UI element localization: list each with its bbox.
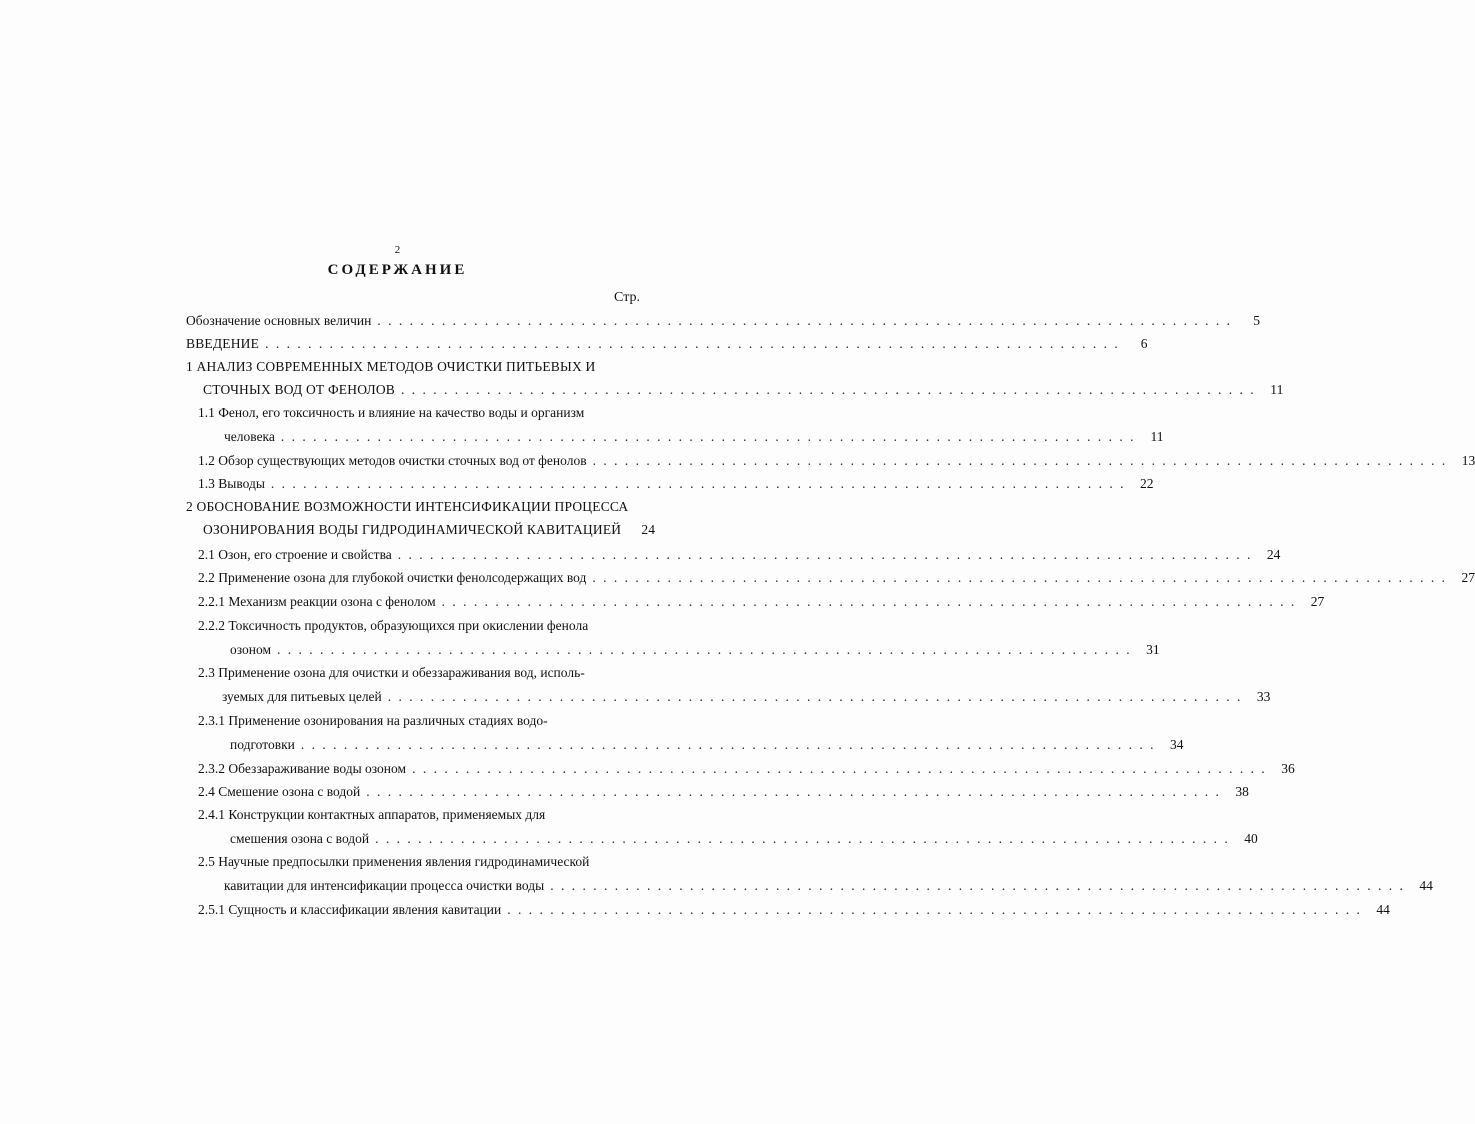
- dot-leader: . . . . . . . . . . . . . . . . . . . . . . . . . . . . . . . . . . . . . . . . . . . . . . . . . . . . . . . . . . . . . . . . . . . . . . . . . . . . . . . .: [401, 382, 1256, 397]
- toc-entry-text-line1: 2.2.2 Токсичность продуктов, образующихся при окислении фенола: [198, 618, 589, 633]
- dot-leader: . . . . . . . . . . . . . . . . . . . . . . . . . . . . . . . . . . . . . . . . . . . . . . . . . . . . . . . . . . . . . . . . . . . . . . . . . . . . . . . .: [397, 547, 1253, 562]
- toc-entry[interactable]: [198, 546, 1281, 564]
- toc-entry-text-line1: 2.3 Применение озона для очистки и обеззараживания вод, исполь-: [198, 665, 585, 680]
- toc-entry-page: 6: [1140, 336, 1148, 351]
- toc-entry-text-line1: 2.3.1 Применение озонирования на различных стадиях водо-: [198, 713, 548, 728]
- toc-entry-page: 11: [1270, 382, 1284, 397]
- dot-leader: . . . . . . . . . . . . . . . . . . . . . . . . . . . . . . . . . . . . . . . . . . . . . . . . . . . . . . . . . . . . . . . . . . . . . . . . . . . . . . . .: [550, 878, 1405, 893]
- toc-entry[interactable]: [186, 312, 1260, 330]
- toc-entry-page: 40: [1244, 831, 1258, 846]
- toc-entry[interactable]: [198, 783, 1249, 801]
- dot-leader: . . . . . . . . . . . . . . . . . . . . . . . . . . . . . . . . . . . . . . . . . . . . . . . . . . . . . . . . . . . . . . . . . . . . . . . . . . . . . . . .: [366, 784, 1221, 799]
- toc-entry[interactable]: [186, 335, 1148, 353]
- toc-entry-page: 24: [641, 522, 656, 537]
- toc-entry[interactable]: [203, 521, 656, 539]
- toc-entry[interactable]: [198, 760, 1295, 778]
- toc-entry-page: 36: [1281, 761, 1295, 776]
- toc-entry-text: 2.4 Смешение озона с водой: [198, 784, 361, 799]
- toc-entry[interactable]: [198, 452, 1475, 470]
- toc-entry-page: 11: [1150, 429, 1164, 444]
- toc-entry-text: 2.3.2 Обеззараживание воды озоном: [198, 761, 407, 776]
- toc-entry-page: 24: [1266, 547, 1281, 562]
- toc-entry[interactable]: [230, 736, 1184, 754]
- toc-entry[interactable]: [222, 688, 1271, 706]
- toc-entry-text-line1: 1 АНАЛИЗ СОВРЕМЕННЫХ МЕТОДОВ ОЧИСТКИ ПИТЬЕВЫХ И: [186, 359, 596, 374]
- toc-entry-text-line1: 2.5 Научные предпосылки применения явления гидродинамической: [198, 854, 590, 869]
- dot-leader: . . . . . . . . . . . . . . . . . . . . . . . . . . . . . . . . . . . . . . . . . . . . . . . . . . . . . . . . . . . . . . . . . . . . . . . . . . . . . . . .: [412, 761, 1267, 776]
- toc-entry-text-line1: 1.1 Фенол, его токсичность и влияние на качество воды и организм: [198, 405, 585, 420]
- toc-entry-page: 13: [1461, 453, 1475, 468]
- dot-leader: . . . . . . . . . . . . . . . . . . . . . . . . . . . . . . . . . . . . . . . . . . . . . . . . . . . . . . . . . . . . . . . . . . . . . . . . . . . . . . . .: [441, 594, 1297, 609]
- page-number: 2: [394, 244, 401, 256]
- toc-entry-page: 44: [1419, 878, 1433, 893]
- dot-leader: . . . . . . . . . . . . . . . . . . . . . . . . . . . . . . . . . . . . . . . . . . . . . . . . . . . . . . . . . . . . . . . . . . . . . . . . . . . . . . . .: [387, 689, 1243, 704]
- dot-leader: . . . . . . . . . . . . . . . . . . . . . . . . . . . . . . . . . . . . . . . . . . . . . . . . . . . . . . . . . . . . . . . . . . . . . . . . . . . . . . . .: [592, 570, 1447, 585]
- dot-leader: . . . . . . . . . . . . . . . . . . . . . . . . . . . . . . . . . . . . . . . . . . . . . . . . . . . . . . . . . . . . . . . . . . . . . . . . . . . . . . . .: [265, 336, 1120, 351]
- dot-leader: . . . . . . . . . . . . . . . . . . . . . . . . . . . . . . . . . . . . . . . . . . . . . . . . . . . . . . . . . . . . . . . . . . . . . . . . . . . . . . . .: [377, 313, 1232, 328]
- toc-entry-page: 27: [1310, 594, 1325, 609]
- toc-entry[interactable]: [198, 593, 1325, 611]
- toc-entry-text: 1.2 Обзор существующих методов очистки сточных вод от фенолов: [198, 453, 587, 468]
- toc-entry-text: человека: [224, 429, 275, 444]
- toc-entry[interactable]: [224, 877, 1433, 895]
- toc-entry-page: 44: [1376, 902, 1390, 917]
- dot-leader: . . . . . . . . . . . . . . . . . . . . . . . . . . . . . . . . . . . . . . . . . . . . . . . . . . . . . . . . . . . . . . . . . . . . . . . . . . . . . . . .: [300, 737, 1156, 752]
- toc-entry-text: ОЗОНИРОВАНИЯ ВОДЫ ГИДРОДИНАМИЧЕСКОЙ КАВИТАЦИЕЙ: [203, 522, 622, 537]
- toc-entry-text: СТОЧНЫХ ВОД ОТ ФЕНОЛОВ: [203, 382, 395, 397]
- toc-entry[interactable]: [198, 901, 1390, 919]
- dot-leader: . . . . . . . . . . . . . . . . . . . . . . . . . . . . . . . . . . . . . . . . . . . . . . . . . . . . . . . . . . . . . . . . . . . . . . . . . . . . . . . .: [270, 476, 1126, 491]
- toc-entry-text: 2.2.1 Механизм реакции озона с фенолом: [198, 594, 436, 609]
- toc-entry-text-line1: 2.4.1 Конструкции контактных аппаратов, применяемых для: [198, 807, 546, 822]
- toc-entry-text: зуемых для питьевых целей: [222, 689, 382, 704]
- toc-entry[interactable]: [230, 830, 1258, 848]
- dot-leader: . . . . . . . . . . . . . . . . . . . . . . . . . . . . . . . . . . . . . . . . . . . . . . . . . . . . . . . . . . . . . . . . . . . . . . . . . . . . . . . .: [507, 902, 1362, 917]
- toc-entry-text-line1: 2 ОБОСНОВАНИЕ ВОЗМОЖНОСТИ ИНТЕНСИФИКАЦИИ ПРОЦЕССА: [186, 499, 629, 514]
- toc-entry[interactable]: [203, 381, 1284, 399]
- dot-leader: . . . . . . . . . . . . . . . . . . . . . . . . . . . . . . . . . . . . . . . . . . . . . . . . . . . . . . . . . . . . . . . . . . . . . . . . . . . . . . . .: [280, 429, 1136, 444]
- toc-entry-text: 2.5.1 Сущность и классификации явления кавитации: [198, 902, 502, 917]
- toc-entry-text: 2.1 Озон, его строение и свойства: [198, 547, 392, 562]
- dot-leader: . . . . . . . . . . . . . . . . . . . . . . . . . . . . . . . . . . . . . . . . . . . . . . . . . . . . . . . . . . . . . . . . . . . . . . . . . . . . . . . .: [277, 642, 1132, 657]
- toc-entry-text: 1.3 Выводы: [198, 476, 265, 491]
- toc-entry-text: ВВЕДЕНИЕ: [186, 336, 260, 351]
- page-column-label: Стр.: [614, 290, 640, 305]
- dot-leader: . . . . . . . . . . . . . . . . . . . . . . . . . . . . . . . . . . . . . . . . . . . . . . . . . . . . . . . . . . . . . . . . . . . . . . . . . . . . . . . .: [375, 831, 1230, 846]
- toc-entry-page: 34: [1169, 737, 1184, 752]
- toc-entry[interactable]: [198, 569, 1475, 587]
- toc-entry-page: 33: [1256, 689, 1271, 704]
- toc-entry-text: кавитации для интенсификации процесса очистки воды: [224, 878, 545, 893]
- toc-entry-page: 31: [1146, 642, 1160, 657]
- toc-entry-page: 38: [1235, 784, 1249, 799]
- toc-entry-page: 22: [1140, 476, 1154, 491]
- toc-entry-page: 27: [1461, 570, 1475, 585]
- toc-entry-page: 5: [1253, 313, 1260, 328]
- toc-entry[interactable]: [230, 641, 1160, 659]
- toc-entry[interactable]: [224, 428, 1164, 446]
- toc-entry-text: смешения озона с водой: [230, 831, 370, 846]
- toc-entry-text: озоном: [230, 642, 272, 657]
- page-title: СОДЕРЖАНИЕ: [327, 262, 468, 278]
- toc-entry-text: подготовки: [230, 737, 295, 752]
- toc-entry-text: Обозначение основных величин: [186, 313, 372, 328]
- dot-leader: . . . . . . . . . . . . . . . . . . . . . . . . . . . . . . . . . . . . . . . . . . . . . . . . . . . . . . . . . . . . . . . . . . . . . . . . . . . . . . . .: [592, 453, 1448, 468]
- toc-entry-text: 2.2 Применение озона для глубокой очистки фенолсодержащих вод: [198, 570, 587, 585]
- toc-entry[interactable]: [198, 475, 1154, 493]
